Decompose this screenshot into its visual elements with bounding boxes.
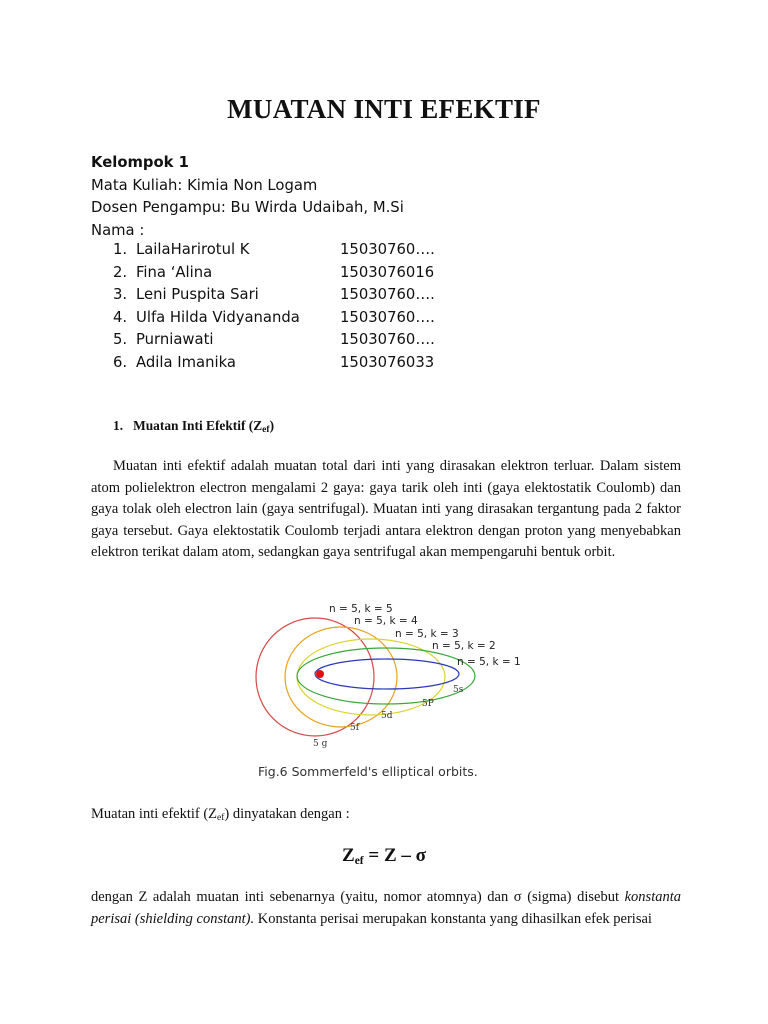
formula-subscript: ef — [354, 855, 364, 867]
member-number: 3. — [113, 286, 128, 304]
zef-formula — [0, 845, 768, 867]
member-name: Purniawati — [136, 331, 214, 349]
label-k2: n = 5, k = 2 — [432, 640, 496, 652]
zef-subscript: ef — [217, 813, 225, 823]
label-5g: 5 g — [313, 739, 328, 749]
section-number: 1. — [113, 418, 124, 433]
section-text: Muatan Inti Efektif (Z — [133, 418, 263, 433]
shielding-italic: konstanta perisai (shielding constant). — [91, 889, 681, 927]
member-row — [113, 264, 473, 287]
member-row — [113, 286, 473, 309]
orbit-k1 — [315, 659, 459, 689]
names-label: Nama : — [91, 221, 145, 239]
label-k1: n = 5, k = 1 — [457, 656, 521, 668]
member-name: Adila Imanika — [136, 353, 236, 371]
shielding-text-a: dengan Z adalah muatan inti sebenarnya (yaitu, nomor atomnya) dan σ (sigma) disebut — [91, 889, 625, 905]
member-nim: 15030760…. — [340, 286, 435, 304]
group-label: Kelompok 1 — [91, 154, 189, 171]
member-name: LailaHarirotul K — [136, 241, 250, 258]
member-number: 2. — [113, 263, 128, 281]
member-row — [113, 331, 473, 354]
member-list — [113, 241, 473, 377]
section-close: ) — [269, 418, 275, 433]
orbit-diagram — [250, 597, 530, 767]
zef-text-after: ) dinyatakan dengan : — [224, 806, 350, 822]
member-nim: 15030760…. — [340, 308, 435, 326]
member-nim: 15030760…. — [340, 331, 435, 349]
orbit-k2 — [297, 648, 475, 704]
course-label: Mata Kuliah: Kimia Non Logam — [91, 176, 318, 194]
member-row — [113, 241, 473, 264]
shielding-text-b: Konstanta perisai merupakan konstanta yang dihasilkan efek perisai — [254, 911, 652, 927]
document-title: MUATAN INTI EFEKTIF — [227, 94, 541, 124]
member-name: Ulfa Hilda Vidyananda — [136, 308, 300, 326]
paragraph-shielding — [91, 886, 681, 930]
member-name: Leni Puspita Sari — [136, 286, 259, 304]
member-number: 5. — [113, 331, 128, 349]
section-heading — [113, 418, 274, 435]
paragraph-definition: Muatan inti efektif adalah muatan total dari inti yang dirasakan elektron terluar. Dalam sistem atom polielektron electron mengalami 2 gaya: gaya tarik oleh inti (gaya elektostatik Coulomb) dan gaya tolak oleh electron lain (gaya sentrifugal). Muatan inti yang dirasakan tergantung pada 2 faktor gaya tersebut. Gaya elektostatik Coulomb terjadi antara elektron dengan proton yang menyebabkan elektron terikat dalam atom, sedangkan gaya sentrifugal akan mempengaruhi bentuk orbit. — [91, 458, 681, 561]
zef-statement — [91, 806, 350, 823]
member-number: 6. — [113, 353, 128, 371]
member-row — [113, 354, 473, 377]
label-5f: 5f — [350, 723, 360, 733]
member-row — [113, 309, 473, 332]
member-number: 4. — [113, 308, 128, 326]
label-5d: 5d — [381, 711, 393, 721]
formula-rest: = Z – σ — [363, 845, 426, 866]
label-k4: n = 5, k = 4 — [354, 615, 418, 627]
group-info — [91, 152, 404, 242]
member-number: 1. — [113, 241, 128, 258]
label-k5: n = 5, k = 5 — [329, 603, 393, 615]
orbit-k5 — [256, 618, 374, 736]
member-nim: 1503076033 — [340, 353, 435, 371]
label-k3: n = 5, k = 3 — [395, 628, 459, 640]
member-name: Fina ‘Alina — [136, 263, 213, 281]
lecturer-label: Dosen Pengampu: Bu Wirda Udaibah, M.Si — [91, 199, 404, 217]
label-5p: 5P — [422, 699, 434, 709]
member-nim: 15030760…. — [340, 241, 435, 258]
label-5s: 5s — [453, 685, 464, 695]
member-nim: 1503076016 — [340, 263, 435, 281]
section-subscript: ef — [262, 425, 270, 435]
nucleus-dot — [316, 670, 324, 678]
zef-text-before: Muatan inti efektif (Z — [91, 806, 218, 822]
figure-caption: Fig.6 Sommerfeld's elliptical orbits. — [258, 764, 478, 779]
sommerfeld-figure — [250, 597, 530, 787]
formula-z: Z — [342, 845, 355, 866]
